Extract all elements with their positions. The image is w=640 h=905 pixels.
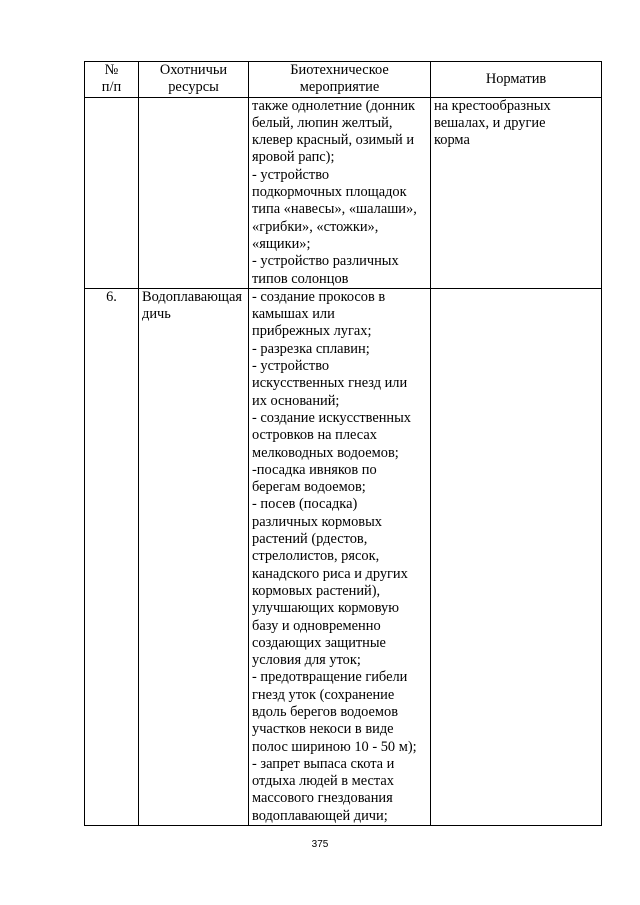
header-resources-line-2: ресурсы xyxy=(168,79,219,96)
cell-activity-line: растений (рдестов, xyxy=(252,531,368,548)
cell-resource xyxy=(139,97,249,288)
cell-norm xyxy=(431,288,602,825)
page-number: 375 xyxy=(311,839,329,850)
cell-activity xyxy=(249,97,431,288)
table-header-row xyxy=(85,62,602,98)
header-activity-line-2: мероприятие xyxy=(299,79,380,96)
cell-activity-line: типа «навесы», «шалаши», xyxy=(252,201,417,218)
cell-activity-line: различных кормовых xyxy=(252,513,382,530)
hunting-resources-table xyxy=(84,61,602,826)
cell-activity-line: базу и одновременно xyxy=(252,617,381,634)
header-num xyxy=(85,62,139,98)
cell-norm-line: вешалах, и другие xyxy=(434,114,546,131)
header-num-line-1: № xyxy=(104,62,119,78)
cell-activity-line: кормовых растений), xyxy=(252,582,381,599)
cell-activity-line: гнезд уток (сохранение xyxy=(252,686,395,703)
header-resources xyxy=(139,62,249,98)
table-row xyxy=(85,288,602,825)
cell-activity-line: водоплавающей дичи; xyxy=(252,807,388,824)
cell-activity-line: - посев (посадка) xyxy=(252,496,358,513)
cell-activity-line: - разрезка сплавин; xyxy=(252,340,370,357)
cell-norm-line: на крестообразных xyxy=(434,97,551,114)
cell-activity-line: - устройство xyxy=(252,166,330,183)
cell-activity-line: - создание искусственных xyxy=(252,409,411,426)
cell-activity-line: клевер красный, озимый и xyxy=(252,132,415,149)
header-activity-line-1: Биотехническое xyxy=(290,62,389,78)
header-activity xyxy=(249,62,431,98)
cell-resource xyxy=(139,288,249,825)
header-norm xyxy=(431,62,602,98)
cell-activity-line: прибрежных лугах; xyxy=(252,323,372,340)
header-resources-line-1: Охотничьи xyxy=(159,62,228,78)
header-norm-line-1: Норматив xyxy=(485,70,547,87)
cell-activity-line: также однолетние (донник xyxy=(252,97,416,114)
cell-activity-line: - предотвращение гибели xyxy=(252,669,408,686)
cell-activity-line: - запрет выпаса скота и xyxy=(252,755,395,772)
cell-activity-line: отдыха людей в местах xyxy=(252,773,394,790)
cell-activity-line: -посадка ивняков по xyxy=(252,461,377,478)
header-num-line-2: п/п xyxy=(101,79,122,96)
cell-activity-line: стрелолистов, рясок, xyxy=(252,548,380,565)
cell-resource-line: Водоплавающая xyxy=(142,288,242,305)
cell-activity-line: «грибки», «стожки», xyxy=(252,218,379,235)
cell-activity-line: берегам водоемов; xyxy=(252,479,366,496)
cell-num xyxy=(85,288,139,825)
cell-norm xyxy=(431,97,602,288)
cell-activity-line: вдоль берегов водоемов xyxy=(252,703,398,720)
cell-activity-line: белый, люпин желтый, xyxy=(252,114,393,131)
cell-activity-line: создающих защитные xyxy=(252,634,386,651)
cell-activity-line: мелководных водоемов; xyxy=(252,444,399,461)
cell-norm-line: корма xyxy=(434,132,470,149)
cell-activity-line: островков на плесах xyxy=(252,427,377,444)
cell-activity-line: камышах или xyxy=(252,306,335,323)
cell-num-text: 6. xyxy=(106,288,117,305)
cell-activity-line: их оснований; xyxy=(252,392,340,409)
cell-activity-line: типов солонцов xyxy=(252,270,349,287)
cell-activity-line: - устройство различных xyxy=(252,253,399,270)
cell-activity-line: «ящики»; xyxy=(252,235,311,252)
cell-resource-line: дичь xyxy=(142,306,171,323)
cell-activity-line: канадского риса и других xyxy=(252,565,408,582)
cell-num xyxy=(85,97,139,288)
cell-activity-line: улучшающих кормовую xyxy=(252,600,399,617)
cell-activity-line: участков некоси в виде xyxy=(252,721,394,738)
cell-activity-line: массового гнездования xyxy=(252,790,393,807)
cell-activity-line: подкормочных площадок xyxy=(252,184,407,201)
cell-activity-line: - создание прокосов в xyxy=(252,288,386,305)
cell-activity-line: - устройство xyxy=(252,358,330,375)
table-row xyxy=(85,97,602,288)
cell-activity xyxy=(249,288,431,825)
cell-activity-line: условия для уток; xyxy=(252,652,361,669)
cell-activity-line: яровой рапс); xyxy=(252,149,335,166)
cell-activity-line: полос шириною 10 - 50 м); xyxy=(252,738,417,755)
cell-activity-line: искусственных гнезд или xyxy=(252,375,408,392)
